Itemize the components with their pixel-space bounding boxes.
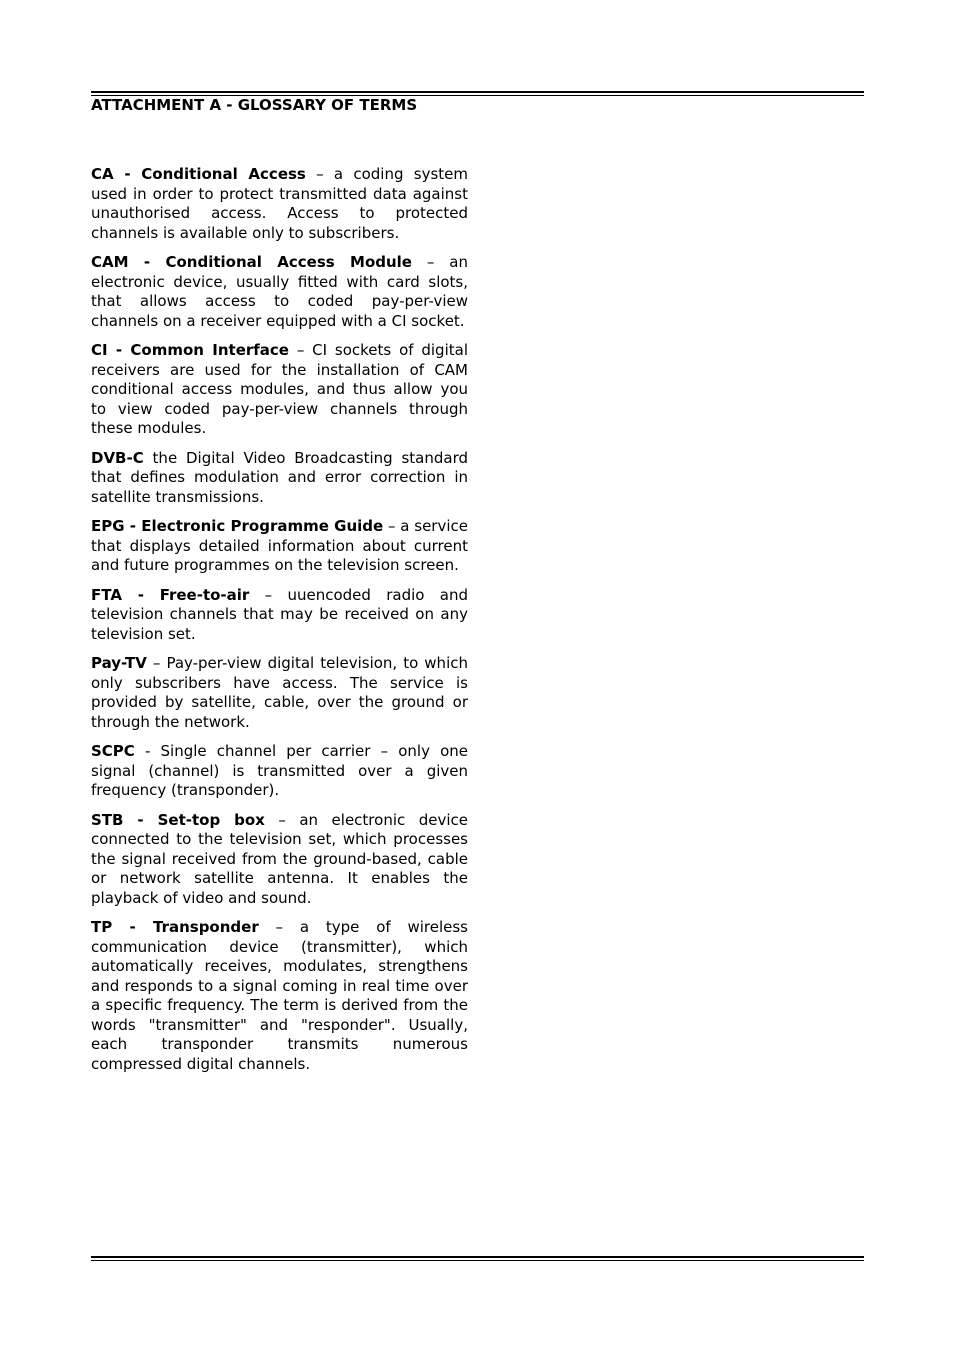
page-title: ATTACHMENT A - GLOSSARY OF TERMS xyxy=(91,96,418,114)
glossary-term: TP - Transponder xyxy=(91,918,259,936)
glossary-entry-tp xyxy=(91,918,468,1074)
glossary-term: CAM - Conditional Access Module xyxy=(91,253,412,271)
glossary-entry-cam xyxy=(91,253,468,331)
glossary-list xyxy=(91,165,468,1084)
glossary-entry-fta xyxy=(91,586,468,645)
glossary-term: Pay-TV xyxy=(91,654,147,672)
glossary-term: CI - Common Interface xyxy=(91,341,289,359)
glossary-term: SCPC xyxy=(91,742,135,760)
glossary-term: FTA - Free-to-air xyxy=(91,585,250,604)
glossary-entry-pay-tv xyxy=(91,654,468,732)
glossary-term: EPG - Electronic Programme Guide xyxy=(91,517,384,535)
glossary-definition: – uuencoded radio and television channels that may be received on any television set. xyxy=(91,585,468,643)
glossary-definition: - Single channel per carrier – only one signal (channel) is transmitted over a given frequency (transponder). xyxy=(91,742,468,799)
glossary-definition: – Pay-per-view digital television, to which only subscribers have access. The service is provided by satellite, cable, over the ground or through the network. xyxy=(91,654,468,731)
glossary-entry-epg xyxy=(91,517,468,576)
glossary-definition: – CI sockets of digital receivers are used for the installation of CAM conditional access modules, and thus allow you to view coded pay-per-view channels through these modules. xyxy=(91,341,468,437)
glossary-entry-ci xyxy=(91,341,468,439)
glossary-term: CA - Conditional Access xyxy=(91,165,306,183)
glossary-definition: – a coding system used in order to protect transmitted data against unauthorised access. Access to protected channels is available only to subscribers. xyxy=(91,165,468,242)
glossary-definition: – an electronic device, usually fitted with card slots, that allows access to coded pay-per-view channels on a receiver equipped with a CI socket. xyxy=(91,253,468,330)
bottom-rule xyxy=(91,1256,864,1261)
glossary-entry-dvb-c xyxy=(91,449,468,508)
glossary-entry-scpc xyxy=(91,742,468,801)
glossary-term: STB - Set-top box xyxy=(91,810,265,829)
glossary-entry-stb xyxy=(91,811,468,909)
glossary-definition: – a type of wireless communication device (transmitter), which automatically receives, modulates, strengthens and responds to a signal coming in real time over a specific frequency. The term is derived from the words "transmitter" and "responder". Usually, each transponder transmits numerous compressed digital channels. xyxy=(91,918,468,1073)
glossary-definition: – a service that displays detailed information about current and future programmes on the television screen. xyxy=(91,517,468,574)
glossary-term: DVB-C xyxy=(91,448,144,467)
glossary-definition: the Digital Video Broadcasting standard that defines modulation and error correction in satellite transmissions. xyxy=(91,448,468,506)
glossary-entry-ca xyxy=(91,165,468,243)
glossary-definition: – an electronic device connected to the television set, which processes the signal received from the ground-based, cable or network satellite antenna. It enables the playback of video and sound. xyxy=(91,810,469,907)
